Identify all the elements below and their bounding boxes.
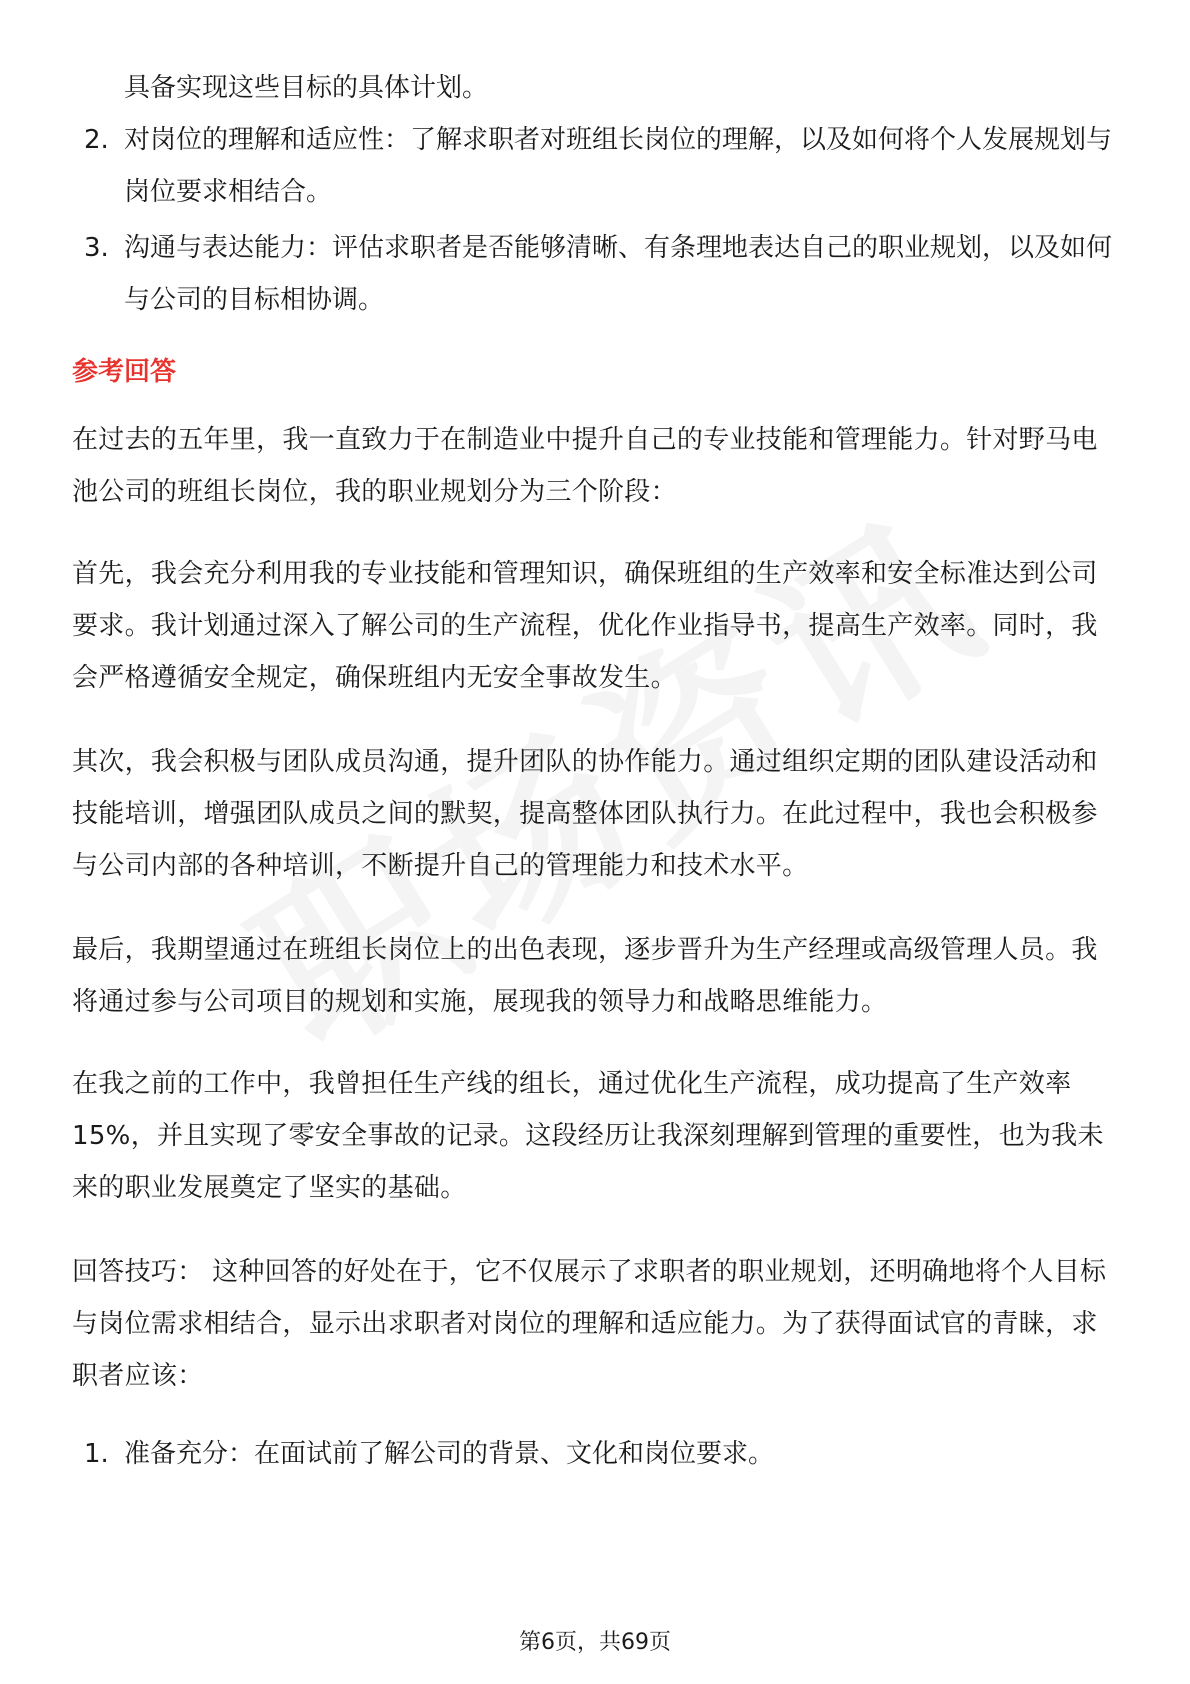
page-footer: 第6页，共69页: [519, 1630, 671, 1655]
answer-paragraph: 在过去的五年里，我一直致力于在制造业中提升自己的专业技能和管理能力。针对野马电池公司的班组长岗位，我的职业规划分为三个阶段：: [72, 425, 1098, 507]
answer-paragraph: 在我之前的工作中，我曾担任生产线的组长，通过优化生产流程，成功提高了生产效率15%，并且实现了零安全事故的记录。这段经历让我深刻理解到管理的重要性，也为我未来的职业发展奠定了坚实的基础。: [72, 1069, 1104, 1203]
list-item-text: 准备充分：在面试前了解公司的背景、文化和岗位要求。: [124, 1439, 775, 1469]
list-item-text: 对岗位的理解和适应性：了解求职者对班组长岗位的理解，以及如何将个人发展规划与岗位要求相结合。: [124, 125, 1113, 207]
section-heading: 参考回答: [72, 357, 177, 387]
list-item-text: 沟通与表达能力：评估求职者是否能够清晰、有条理地表达自己的职业规划，以及如何与公司的目标相协调。: [124, 233, 1113, 315]
list-item: [84, 1428, 1118, 1480]
answer-paragraph: 最后，我期望通过在班组长岗位上的出色表现，逐步晋升为生产经理或高级管理人员。我将通过参与公司项目的规划和实施，展现我的领导力和战略思维能力。: [72, 935, 1098, 1017]
answer-paragraph: 首先，我会充分利用我的专业技能和管理知识，确保班组的生产效率和安全标准达到公司要求。我计划通过深入了解公司的生产流程，优化作业指导书，提高生产效率。同时，我会严格遵循安全规定，确保班组内无安全事故发生。: [72, 559, 1098, 693]
list-item: [84, 222, 1118, 326]
list-item-number: 3.: [84, 233, 109, 263]
list-item-number: 1.: [84, 1439, 109, 1469]
list-item-number: 2.: [84, 125, 109, 155]
list-item-continuation: 具备实现这些目标的具体计划。: [124, 73, 489, 103]
tips-paragraph: 回答技巧： 这种回答的好处在于，它不仅展示了求职者的职业规划，还明确地将个人目标与岗位需求相结合，显示出求职者对岗位的理解和适应能力。为了获得面试官的青睐，求职者应该：: [72, 1257, 1107, 1391]
list-item: [84, 114, 1118, 218]
answer-paragraph: 其次，我会积极与团队成员沟通，提升团队的协作能力。通过组织定期的团队建设活动和技能培训，增强团队成员之间的默契，提高整体团队执行力。在此过程中，我也会积极参与公司内部的各种培训，不断提升自己的管理能力和技术水平。: [72, 747, 1098, 881]
